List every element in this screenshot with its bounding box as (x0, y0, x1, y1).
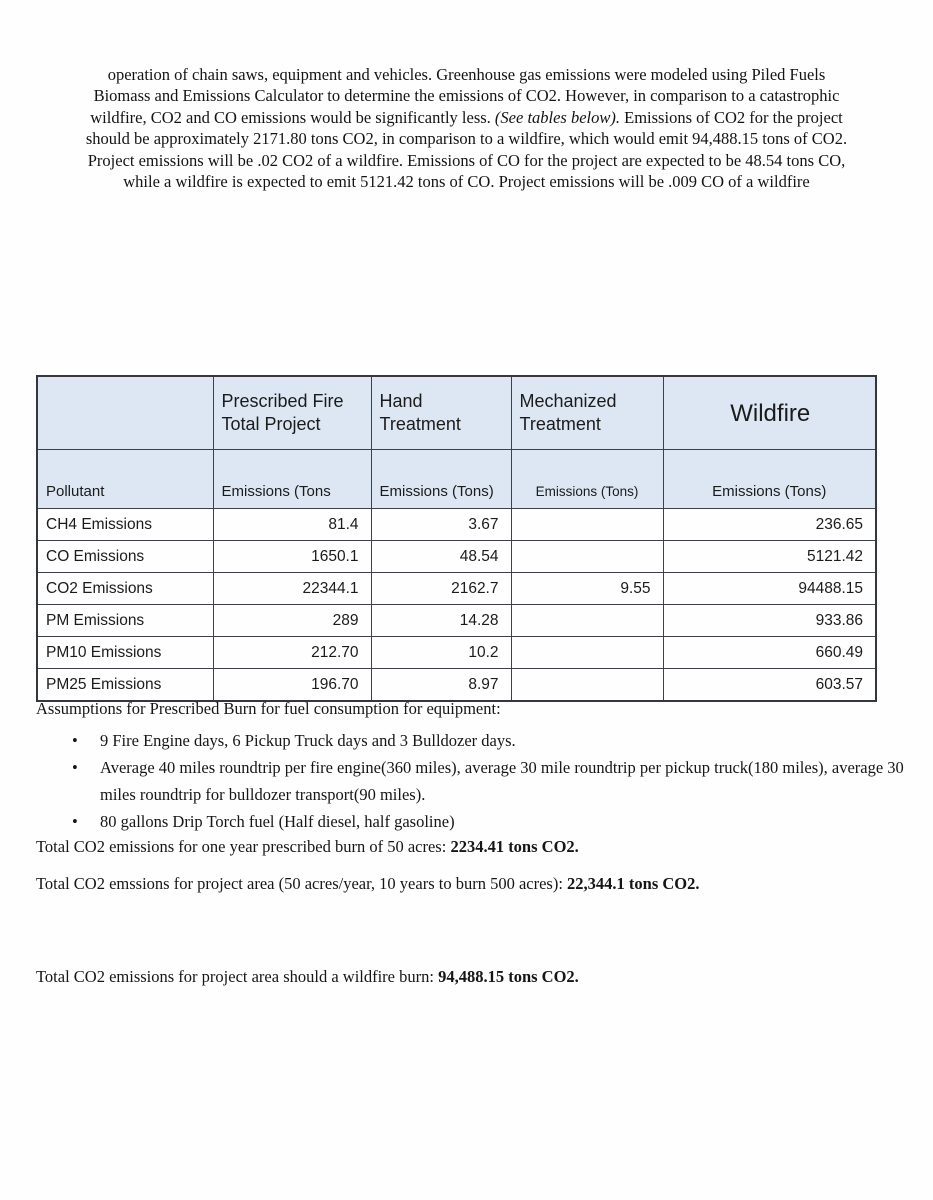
total-value: 22,344.1 tons CO2. (567, 874, 700, 893)
total-label: Total CO2 emissions for one year prescribed burn of 50 acres: (36, 837, 451, 856)
bullet-text: 80 gallons Drip Torch fuel (Half diesel, half gasoline) (100, 812, 455, 831)
table-cell: 22344.1 (213, 573, 371, 605)
paragraph-line-4: should be approximately 2171.80 tons CO2, in comparison to a wildfire, which would emit 94,488.15 tons of CO2. (85, 129, 848, 149)
table-cell: 3.67 (371, 509, 511, 541)
total-label: Total CO2 emssions for project area (50 acres/year, 10 years to burn 500 acres): (36, 874, 568, 893)
table-row-pm25 (37, 669, 876, 702)
paragraph-line-6: while a wildfire is expected to emit 5121.42 tons of CO. Project emissions will be .009 CO of a wildfire (123, 172, 810, 192)
table-cell: 196.70 (213, 669, 371, 702)
total-label: Total CO2 emissions for project area should a wildfire burn: (36, 967, 439, 986)
table-cell (511, 669, 663, 702)
list-item (36, 754, 905, 808)
list-item (36, 808, 905, 835)
table-cell: 48.54 (371, 541, 511, 573)
table-cell: 603.57 (663, 669, 876, 702)
table-cell (511, 637, 663, 669)
table-row-co (37, 541, 876, 573)
table-cell: CO2 Emissions (37, 573, 213, 605)
table-cell: 933.86 (663, 605, 876, 637)
paragraph-line-3 (30, 107, 903, 128)
table-header-cell-emissions-mechanized: Emissions (Tons) (511, 450, 663, 509)
table-cell: 81.4 (213, 509, 371, 541)
table-cell (511, 605, 663, 637)
list-item (36, 727, 905, 754)
table-row-co2 (37, 573, 876, 605)
total-value: 94,488.15 tons CO2. (438, 967, 579, 986)
table-header-cell-emissions-hand: Emissions (Tons) (371, 450, 511, 509)
bullet-icon: • (72, 812, 78, 831)
table-header-cell-hand-treatment: Hand Treatment (371, 376, 511, 450)
emissions-table (36, 375, 877, 702)
paragraph-line-2: Biomass and Emissions Calculator to determine the emissions of CO2. However, in comparison to a catastrophic (93, 86, 840, 106)
table-cell: PM10 Emissions (37, 637, 213, 669)
bullet-text: 9 Fire Engine days, 6 Pickup Truck days and 3 Bulldozer days. (100, 731, 516, 750)
table-header-cell-prescribed-fire: Prescribed Fire Total Project (213, 376, 371, 450)
intro-paragraph (30, 64, 903, 192)
table-row-pm (37, 605, 876, 637)
table-header-row-1 (37, 376, 876, 450)
paragraph-line-5: Project emissions will be .02 CO2 of a wildfire. Emissions of CO for the project are expected to be 48.54 tons CO, (87, 150, 846, 170)
bullet-text: Average 40 miles roundtrip per fire engine(360 miles), average 30 mile roundtrip per pickup truck(180 miles), average 30 miles roundtrip for bulldozer transport(90 miles). (100, 758, 904, 804)
table-header-row-2 (37, 450, 876, 509)
table-cell (511, 509, 663, 541)
table-header-cell-emissions-wildfire: Emissions (Tons) (663, 450, 876, 509)
table-cell: 236.65 (663, 509, 876, 541)
table-cell: 660.49 (663, 637, 876, 669)
table-header-cell-pollutant: Pollutant (37, 450, 213, 509)
table-cell: 1650.1 (213, 541, 371, 573)
table-cell: 94488.15 (663, 573, 876, 605)
table-cell: 2162.7 (371, 573, 511, 605)
table-cell: 9.55 (511, 573, 663, 605)
paragraph-line-3-pre: wildfire, CO2 and CO emissions would be significantly less. (90, 107, 495, 127)
bullet-icon: • (72, 731, 78, 750)
table-cell: CO Emissions (37, 541, 213, 573)
table-row-pm10 (37, 637, 876, 669)
paragraph-line-3-post: Emissions of CO2 for the project (620, 107, 843, 127)
paragraph-line-3-italic: (See tables below). (494, 107, 621, 127)
total-value: 2234.41 tons CO2. (450, 837, 579, 856)
total-co2-project-area (36, 874, 916, 894)
table-cell: 8.97 (371, 669, 511, 702)
table-cell: PM Emissions (37, 605, 213, 637)
table-cell (511, 541, 663, 573)
assumptions-bullet-list (36, 727, 905, 835)
assumptions-heading: Assumptions for Prescribed Burn for fuel consumption for equipment: (36, 699, 501, 718)
table-header-cell-mechanized-treatment: Mechanized Treatment (511, 376, 663, 450)
table-header-cell-emissions-prescribed: Emissions (Tons (213, 450, 371, 509)
table-cell: 14.28 (371, 605, 511, 637)
table-cell: 212.70 (213, 637, 371, 669)
table-cell: PM25 Emissions (37, 669, 213, 702)
total-co2-wildfire (36, 967, 916, 987)
table-cell: 289 (213, 605, 371, 637)
bullet-icon: • (72, 758, 78, 777)
paragraph-line-1: operation of chain saws, equipment and vehicles. Greenhouse gas emissions were modeled using Piled Fuels (107, 65, 826, 84)
table-header-cell-blank (37, 376, 213, 450)
table-cell: CH4 Emissions (37, 509, 213, 541)
table-cell: 5121.42 (663, 541, 876, 573)
table-row-ch4 (37, 509, 876, 541)
total-co2-one-year (36, 837, 916, 857)
table-cell: 10.2 (371, 637, 511, 669)
table-header-cell-wildfire: Wildfire (663, 376, 876, 450)
